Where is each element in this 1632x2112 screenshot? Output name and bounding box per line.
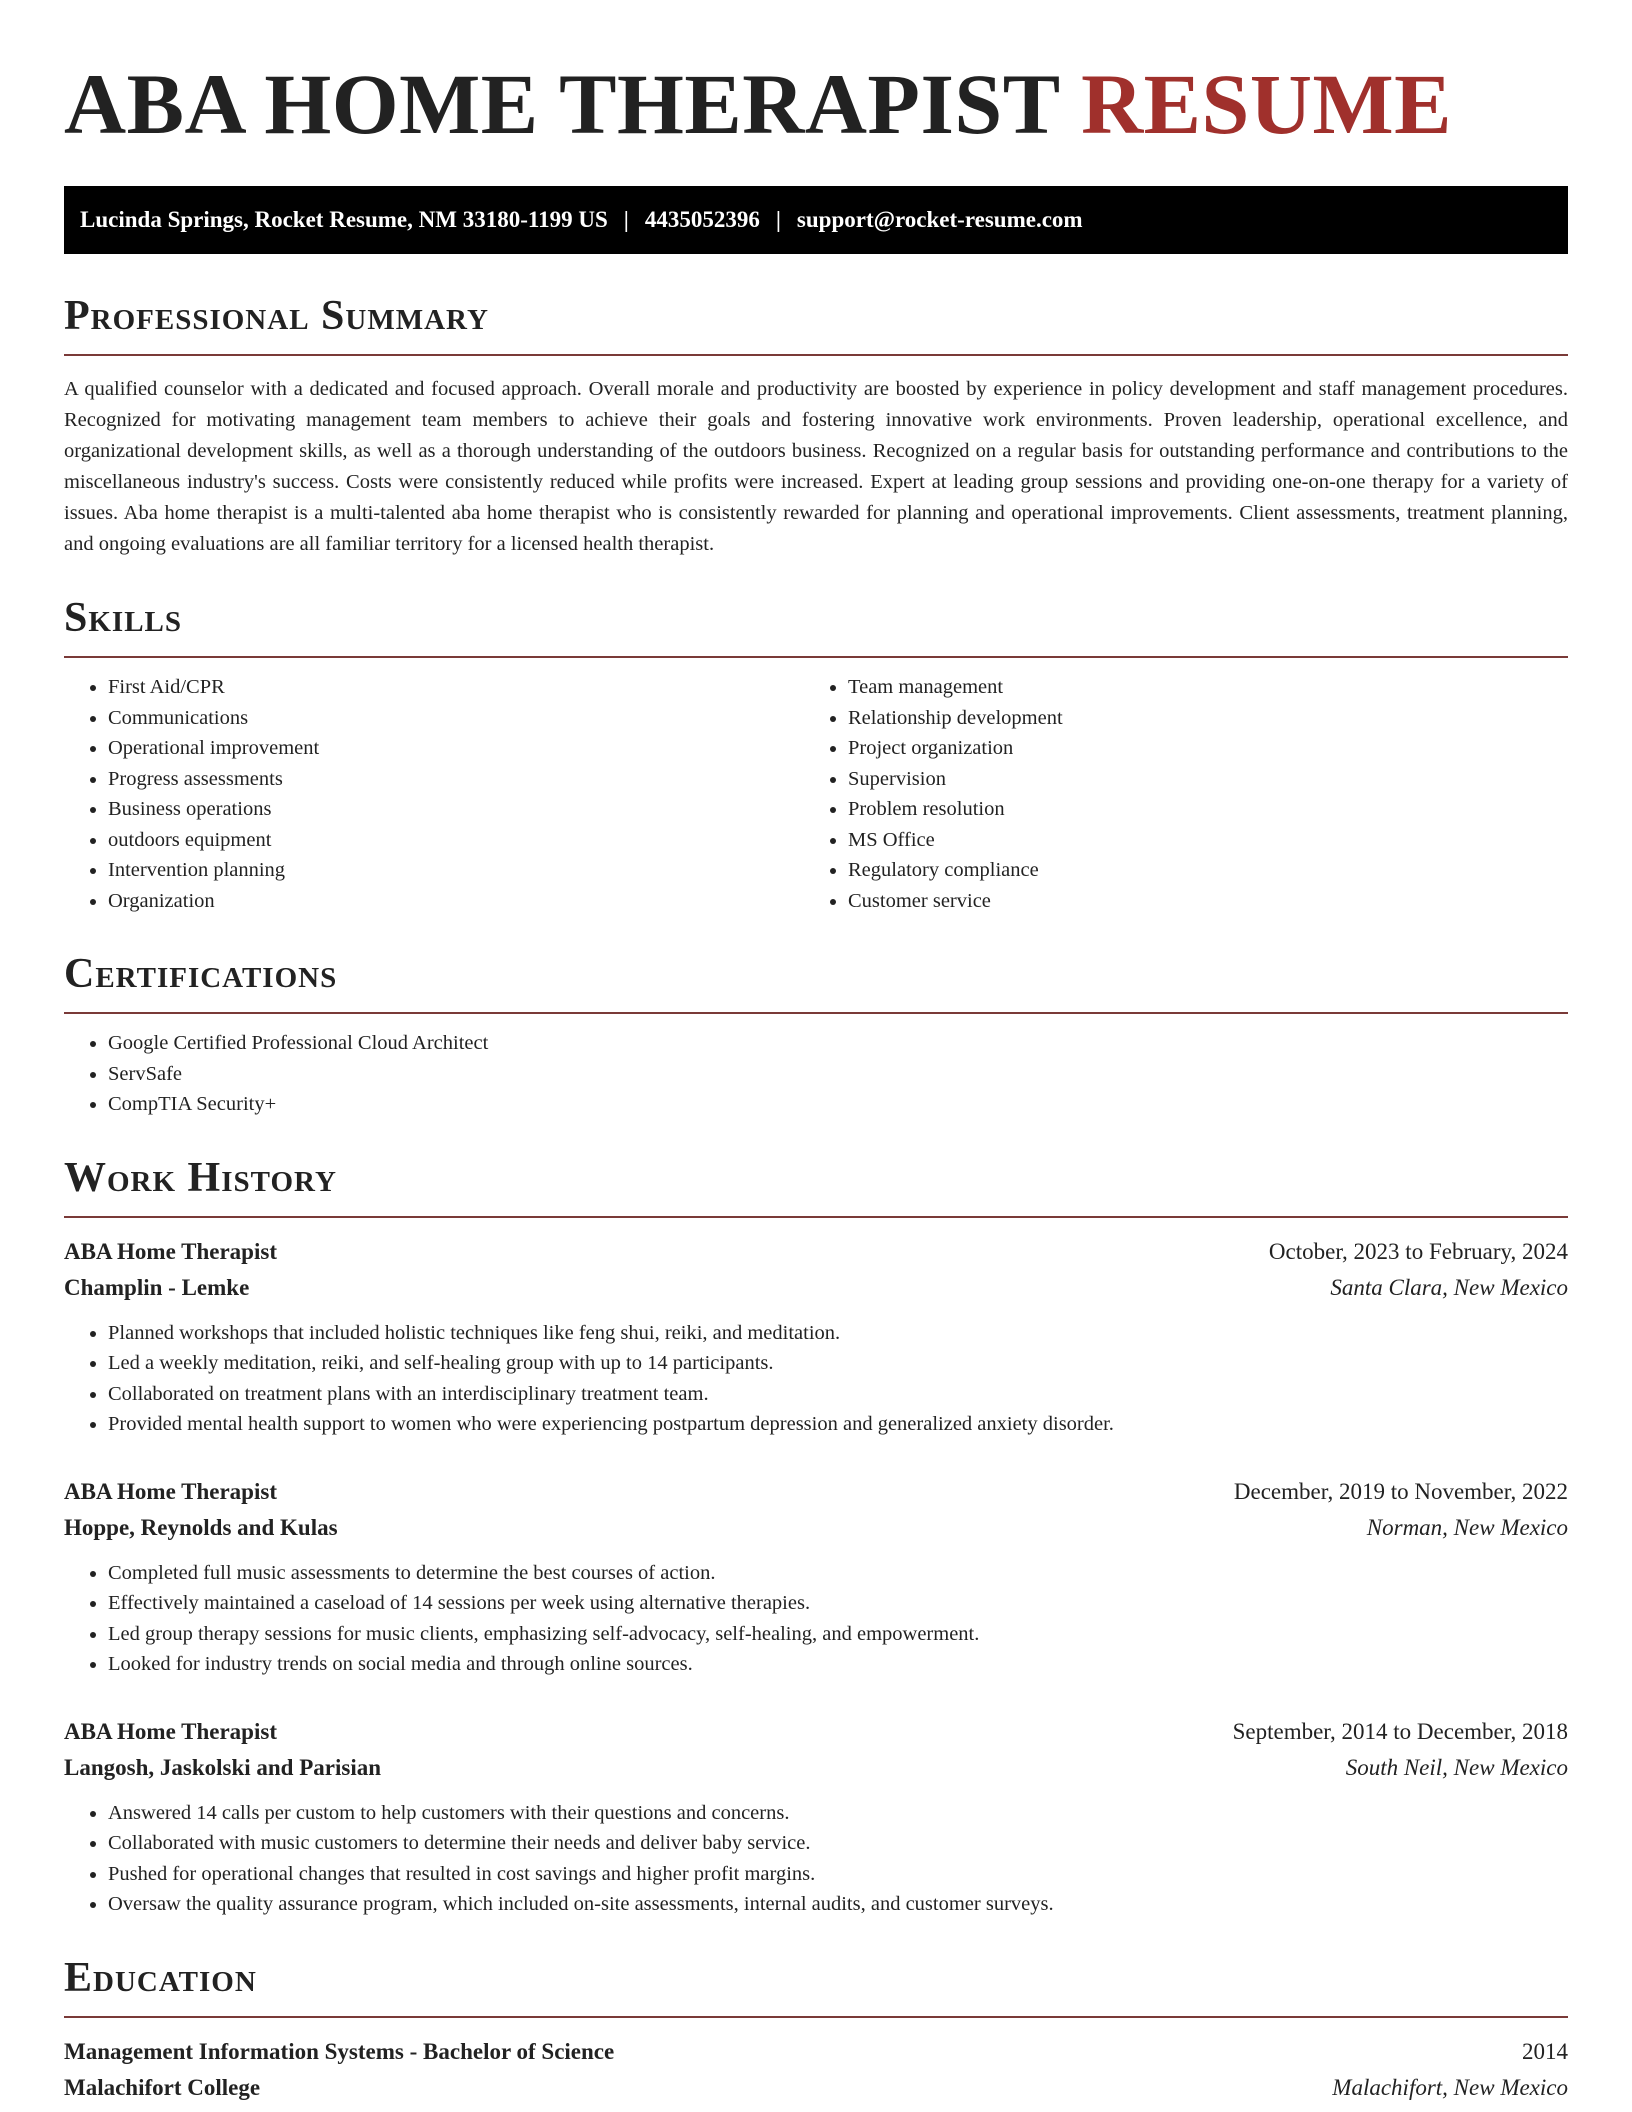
skill-item: • Organization — [108, 886, 804, 917]
job-duty: • Oversaw the quality assurance program, which included on-site assessments, internal audits, and customer surveys. — [108, 1889, 1568, 1920]
job-company: Champlin - Lemke — [64, 1274, 250, 1300]
job-duties — [64, 1798, 1568, 1920]
job-duty: • Completed full music assessments to determine the best courses of action. — [108, 1558, 1568, 1589]
summary-section — [64, 292, 1568, 560]
education-year: 2014 — [1522, 2038, 1568, 2064]
section-heading-education: Education — [64, 1954, 257, 2001]
resume-title — [64, 56, 1568, 152]
section-divider — [64, 2016, 1568, 2018]
skill-item: • Operational improvement — [108, 733, 804, 764]
job-duties — [64, 1318, 1568, 1440]
job-entry — [64, 1234, 1568, 1440]
job-company-row — [64, 1750, 1568, 1786]
job-duty: • Planned workshops that included holistic techniques like feng shui, reiki, and meditation. — [108, 1318, 1568, 1349]
section-heading-certifications: Certifications — [64, 951, 338, 997]
job-header-row — [64, 1714, 1568, 1750]
section-heading-summary: Professional Summary — [64, 293, 489, 339]
job-location: Norman, New Mexico — [1366, 1514, 1568, 1540]
section-divider — [64, 1012, 1568, 1014]
certification-item: • CompTIA Security+ — [108, 1089, 1568, 1120]
skill-item: • MS Office — [848, 825, 1568, 856]
job-title: ABA Home Therapist — [64, 1478, 277, 1504]
skill-item: • Progress assessments — [108, 764, 804, 795]
skill-item: • First Aid/CPR — [108, 672, 804, 703]
contact-email[interactable]: support@rocket-resume.com — [796, 207, 1083, 232]
contact-phone: 4435052396 — [644, 207, 760, 232]
job-duty: • Looked for industry trends on social media and through online sources. — [108, 1649, 1568, 1680]
skills-section — [64, 594, 1568, 916]
job-duty: • Led a weekly meditation, reiki, and self-healing group with up to 14 participants. — [108, 1348, 1568, 1379]
contact-bar — [64, 186, 1568, 254]
skill-item: • Business operations — [108, 794, 804, 825]
work-history-section — [64, 1154, 1568, 1920]
job-header-row — [64, 1234, 1568, 1270]
skills-grid — [64, 658, 1568, 916]
title-accent: RESUME — [1081, 56, 1452, 152]
job-title: ABA Home Therapist — [64, 1238, 277, 1264]
job-entry — [64, 1474, 1568, 1680]
certification-item: • ServSafe — [108, 1059, 1568, 1090]
job-dates: December, 2019 to November, 2022 — [1233, 1478, 1568, 1504]
section-divider — [64, 354, 1568, 356]
job-duty: • Provided mental health support to women who were experiencing postpartum depression and generalized anxiety disorder. — [108, 1409, 1568, 1440]
skill-item: • outdoors equipment — [108, 825, 804, 856]
skill-item: • Customer service — [848, 886, 1568, 917]
contact-separator: | — [775, 207, 781, 232]
skill-item: • Problem resolution — [848, 794, 1568, 825]
job-duty: • Pushed for operational changes that resulted in cost savings and higher profit margins. — [108, 1859, 1568, 1890]
job-duty: • Answered 14 calls per custom to help customers with their questions and concerns. — [108, 1798, 1568, 1829]
education-school: Malachifort College — [64, 2074, 261, 2100]
section-divider — [64, 1216, 1568, 1218]
skill-item: • Intervention planning — [108, 855, 804, 886]
education-location: Malachifort, New Mexico — [1332, 2074, 1568, 2100]
job-company: Langosh, Jaskolski and Parisian — [64, 1754, 382, 1780]
skills-column-1 — [64, 672, 804, 916]
job-company-row — [64, 1270, 1568, 1306]
skill-item: • Regulatory compliance — [848, 855, 1568, 886]
job-duties — [64, 1558, 1568, 1680]
contact-address: Lucinda Springs, Rocket Resume, NM 33180-1199 US — [80, 207, 608, 232]
job-duty: • Effectively maintained a caseload of 14 sessions per week using alternative therapies. — [108, 1588, 1568, 1619]
job-location: Santa Clara, New Mexico — [1330, 1274, 1568, 1300]
contact-separator: | — [623, 207, 629, 232]
certification-item: • Google Certified Professional Cloud Architect — [108, 1028, 1568, 1059]
summary-text: A qualified counselor with a dedicated and focused approach. Overall morale and productivity are boosted by experience in policy development and staff management procedures. Recognized for motivating management team members to achieve their goals and fostering innovative work environments. Proven leadership, operational excellence, and organizational development skills, as well as a thorough understanding of the outdoors business. Recognized on a regular basis for outstanding performance and contributions to the miscellaneous industry's success. Costs were consistently reduced while profits were increased. Expert at leading group sessions and providing one-on-one therapy for a variety of issues. Aba home therapist is a multi-talented aba home therapist who is consistently rewarded for planning and operational improvements. Client assessments, treatment planning, and ongoing evaluations are all familiar territory for a licensed health therapist. — [64, 378, 1568, 555]
job-dates: October, 2023 to February, 2024 — [1268, 1238, 1568, 1264]
section-heading-skills: Skills — [64, 595, 183, 641]
job-entry — [64, 1714, 1568, 1920]
job-location: South Neil, New Mexico — [1345, 1754, 1568, 1780]
job-duty: • Led group therapy sessions for music clients, emphasizing self-advocacy, self-healing, and empowerment. — [108, 1619, 1568, 1650]
skill-item: • Relationship development — [848, 703, 1568, 734]
education-degree: Management Information Systems - Bachelor of Science — [64, 2038, 615, 2064]
skill-item: • Team management — [848, 672, 1568, 703]
certifications-section — [64, 950, 1568, 1120]
education-entry — [64, 2034, 1568, 2106]
skill-item: • Supervision — [848, 764, 1568, 795]
job-header-row — [64, 1474, 1568, 1510]
title-main: ABA HOME THERAPIST — [64, 56, 1060, 152]
job-dates: September, 2014 to December, 2018 — [1232, 1718, 1568, 1744]
skills-column-2 — [804, 672, 1568, 916]
skill-item: • Project organization — [848, 733, 1568, 764]
certifications-list — [64, 1028, 1568, 1120]
job-company-row — [64, 1510, 1568, 1546]
education-degree-row — [64, 2034, 1568, 2070]
skill-item: • Communications — [108, 703, 804, 734]
job-company: Hoppe, Reynolds and Kulas — [64, 1514, 338, 1540]
job-title: ABA Home Therapist — [64, 1718, 277, 1744]
job-duty: • Collaborated on treatment plans with an interdisciplinary treatment team. — [108, 1379, 1568, 1410]
education-school-row — [64, 2070, 1568, 2106]
section-heading-work-history: Work History — [64, 1154, 337, 1201]
education-section — [64, 1954, 1568, 2106]
job-duty: • Collaborated with music customers to determine their needs and deliver baby service. — [108, 1828, 1568, 1859]
